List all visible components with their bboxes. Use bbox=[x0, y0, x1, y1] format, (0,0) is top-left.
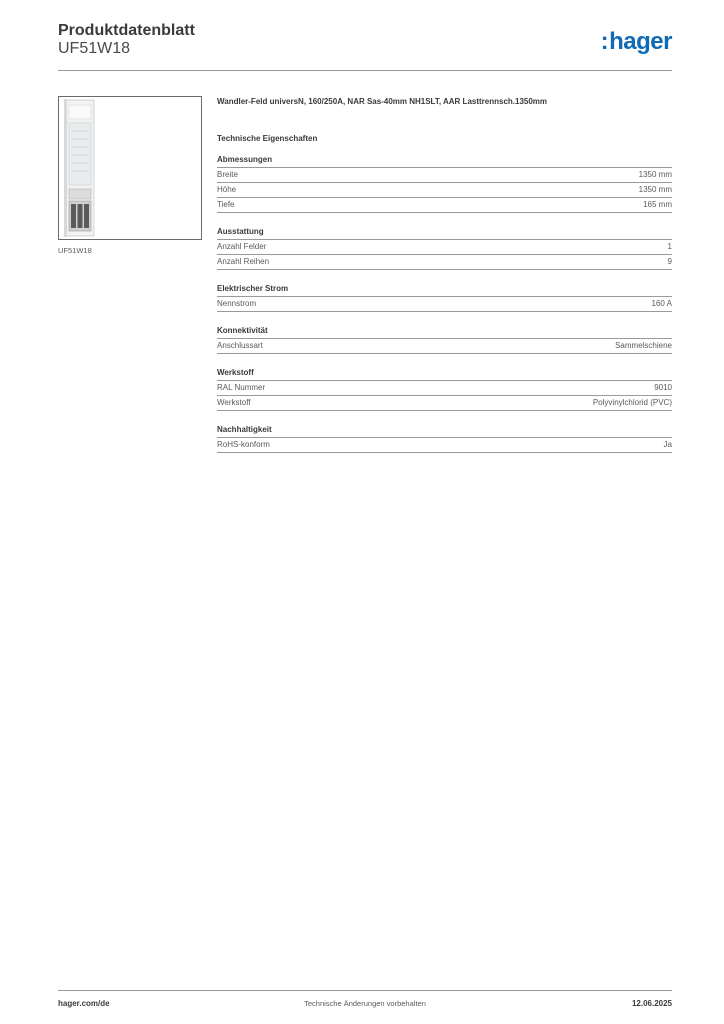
page-title: Produktdatenblatt bbox=[58, 22, 195, 39]
property-row bbox=[217, 438, 672, 453]
property-row bbox=[217, 339, 672, 354]
property-row bbox=[217, 240, 672, 255]
property-value: 9010 bbox=[654, 383, 672, 392]
property-row bbox=[217, 168, 672, 183]
page-footer bbox=[58, 990, 672, 1015]
property-label: RAL Nummer bbox=[217, 383, 266, 392]
property-label: Werkstoff bbox=[217, 398, 251, 407]
property-section bbox=[217, 368, 672, 411]
property-value: Ja bbox=[663, 440, 672, 449]
footer-website: hager.com/de bbox=[58, 999, 110, 1008]
property-label: RoHS-konform bbox=[217, 440, 270, 449]
property-value: Polyvinylchlorid (PVC) bbox=[592, 398, 672, 407]
section-title: Werkstoff bbox=[217, 368, 672, 381]
property-sections bbox=[217, 155, 672, 453]
property-label: Höhe bbox=[217, 185, 237, 194]
property-value: Sammelschiene bbox=[615, 341, 672, 350]
property-section bbox=[217, 326, 672, 354]
property-row bbox=[217, 396, 672, 411]
section-title: Abmessungen bbox=[217, 155, 672, 168]
property-value: 9 bbox=[667, 257, 672, 266]
section-title: Nachhaltigkeit bbox=[217, 425, 672, 438]
section-title: Elektrischer Strom bbox=[217, 284, 672, 297]
property-row bbox=[217, 183, 672, 198]
property-section bbox=[217, 227, 672, 270]
property-label: Anzahl Reihen bbox=[217, 257, 270, 266]
property-section bbox=[217, 155, 672, 213]
property-label: Anschlussart bbox=[217, 341, 263, 350]
property-label: Tiefe bbox=[217, 200, 235, 209]
hager-logo: :hager bbox=[600, 28, 672, 55]
property-label: Breite bbox=[217, 170, 238, 179]
section-title: Konnektivität bbox=[217, 326, 672, 339]
property-row bbox=[217, 255, 672, 270]
property-value: 1 bbox=[667, 242, 672, 251]
product-name: Wandler-Feld universN, 160/250A, NAR Sas-40mm NH1SLT, AAR Lasttrennsch.1350mm bbox=[217, 97, 548, 106]
section-title: Ausstattung bbox=[217, 227, 672, 240]
product-code: UF51W18 bbox=[58, 40, 131, 57]
property-value: 165 mm bbox=[643, 200, 672, 209]
footer-date: 12.06.2025 bbox=[631, 999, 672, 1008]
product-details bbox=[217, 96, 672, 453]
technical-properties-heading: Technische Eigenschaften bbox=[217, 134, 318, 143]
property-value: 160 A bbox=[651, 299, 672, 308]
property-row bbox=[217, 297, 672, 312]
page-header bbox=[58, 20, 672, 71]
product-illustration bbox=[59, 97, 201, 239]
logo-text: hager bbox=[609, 28, 672, 55]
property-section bbox=[217, 425, 672, 453]
footer-disclaimer: Technische Änderungen vorbehalten bbox=[304, 999, 426, 1008]
product-image bbox=[58, 96, 202, 240]
property-value: 1350 mm bbox=[638, 170, 672, 179]
property-section bbox=[217, 284, 672, 312]
property-row bbox=[217, 198, 672, 213]
property-value: 1350 mm bbox=[638, 185, 672, 194]
product-image-caption: UF51W18 bbox=[58, 246, 92, 255]
property-label: Nennstrom bbox=[217, 299, 257, 308]
property-label: Anzahl Felder bbox=[217, 242, 267, 251]
property-row bbox=[217, 381, 672, 396]
